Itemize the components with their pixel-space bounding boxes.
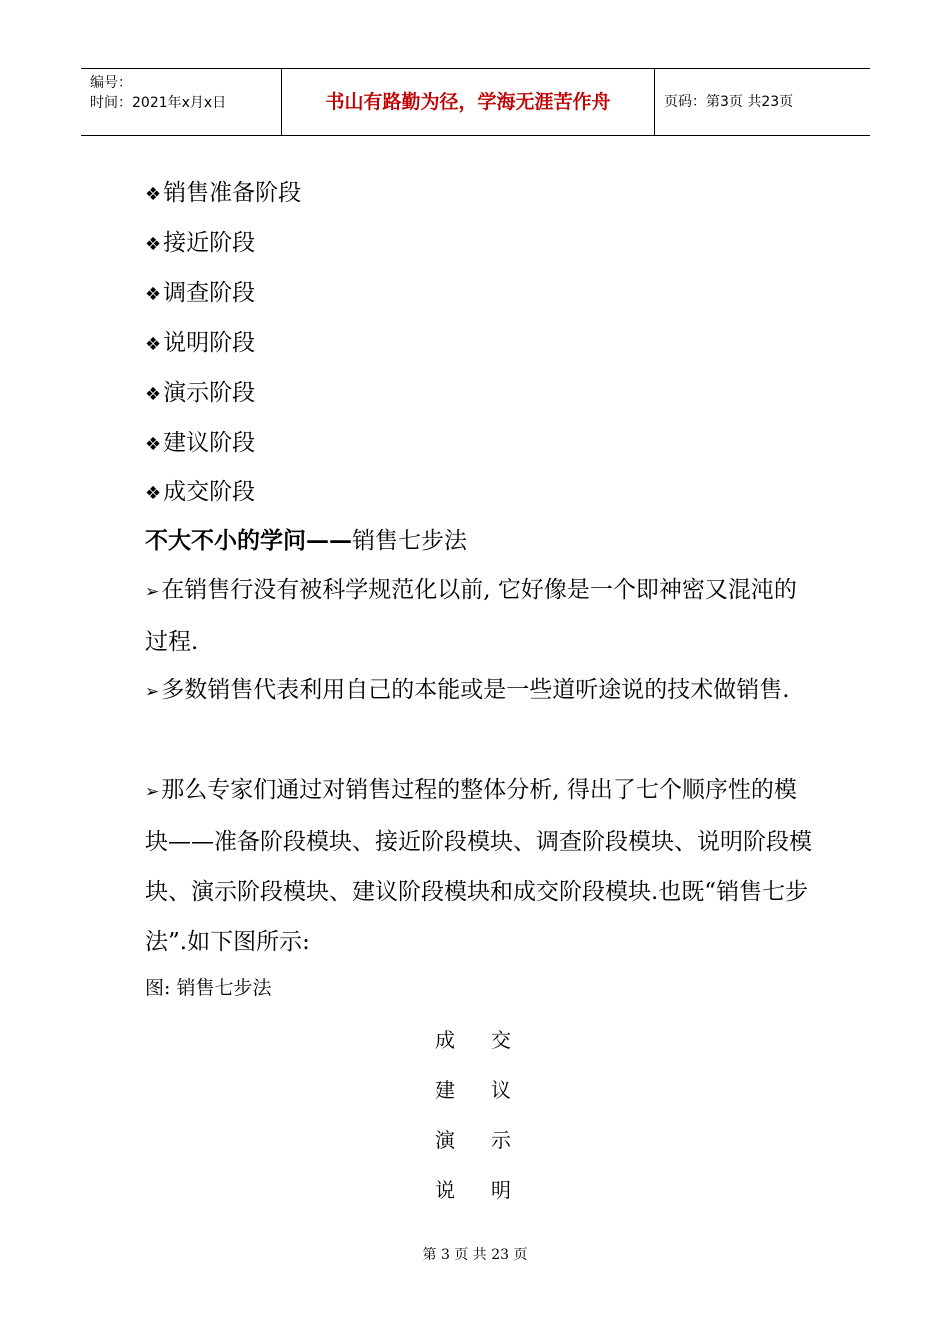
diamond-bullet-icon: ❖	[145, 234, 162, 255]
stage-label: 建议阶段	[163, 430, 256, 456]
paragraph	[145, 765, 815, 967]
figure-step-char: 说	[435, 1178, 455, 1202]
arrow-bullet-icon: ➢	[145, 582, 160, 602]
paragraph-text: 那么专家们通过对销售过程的整体分析, 得出了七个顺序性的模块——准备阶段模块、接近阶段模块、调查阶段模块、说明阶段模块、演示阶段模块、建议阶段模块和成交阶段模块.也既“销售七步法”.如下图所示:	[145, 777, 812, 955]
arrow-bullet-icon: ➢	[145, 782, 160, 802]
stage-label: 成交阶段	[163, 479, 256, 505]
stage-item	[145, 477, 255, 509]
paragraph-text: 在销售行没有被科学规范化以前, 它好像是一个即神密又混沌的过程.	[145, 577, 797, 655]
stage-item	[145, 328, 255, 360]
stage-label: 调查阶段	[163, 280, 256, 306]
figure-step	[435, 1127, 547, 1153]
stage-item	[145, 278, 255, 310]
figure-step-char: 议	[491, 1078, 511, 1102]
figure-step-char: 明	[491, 1178, 511, 1202]
stage-label: 销售准备阶段	[163, 180, 302, 206]
header-meta	[81, 69, 282, 135]
diamond-bullet-icon: ❖	[145, 483, 162, 504]
diamond-bullet-icon: ❖	[145, 184, 162, 205]
figure-step-char: 交	[491, 1028, 511, 1052]
page-code-text: 页码：第3页 共23页	[664, 94, 794, 110]
stage-item	[145, 428, 255, 460]
arrow-bullet-icon: ➢	[145, 682, 160, 702]
figure-step-char: 成	[435, 1028, 455, 1052]
page-header	[81, 68, 870, 136]
header-page-code	[655, 69, 870, 135]
section-heading	[145, 526, 467, 556]
stage-item	[145, 378, 255, 410]
figure-step	[435, 1077, 547, 1103]
diamond-bullet-icon: ❖	[145, 334, 162, 355]
paragraph	[145, 665, 815, 717]
stage-label: 演示阶段	[163, 380, 256, 406]
section-heading-normal: 销售七步法	[352, 528, 467, 554]
stage-label: 说明阶段	[163, 330, 256, 356]
diamond-bullet-icon: ❖	[145, 384, 162, 405]
figure-caption: 图: 销售七步法	[145, 977, 272, 999]
stage-item	[145, 178, 301, 210]
figure-step-char: 演	[435, 1128, 455, 1152]
figure-step	[435, 1027, 547, 1053]
time-label: 时间：2021年x月x日	[90, 95, 227, 111]
diamond-bullet-icon: ❖	[145, 434, 162, 455]
figure-step-char: 建	[435, 1078, 455, 1102]
page-footer: 第 3 页 共 23 页	[422, 1247, 528, 1263]
header-motto: 书山有路勤为径，学海无涯苦作舟	[282, 69, 655, 135]
figure-step-char: 示	[491, 1128, 511, 1152]
diamond-bullet-icon: ❖	[145, 284, 162, 305]
figure-step	[435, 1177, 547, 1203]
stage-item	[145, 228, 255, 260]
paragraph-text: 多数销售代表利用自己的本能或是一些道听途说的技术做销售.	[161, 677, 790, 703]
stage-label: 接近阶段	[163, 230, 256, 256]
section-heading-bold: 不大不小的学问——	[145, 527, 352, 554]
paragraph	[145, 565, 815, 667]
number-label: 编号：	[90, 75, 132, 91]
